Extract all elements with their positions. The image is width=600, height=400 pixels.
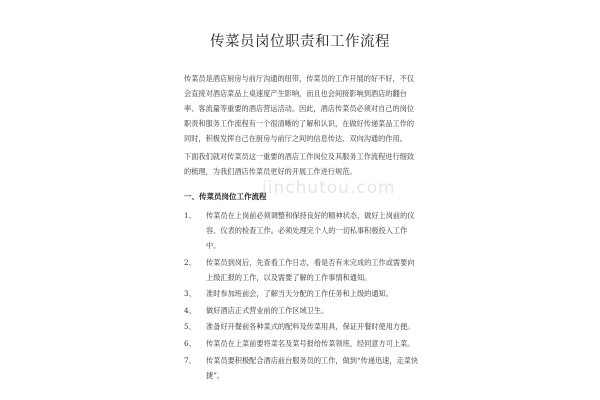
- list-item-text: 传菜员在上菜前要将菜名及菜号报给传菜领班，经同意方可上菜。: [206, 338, 415, 348]
- list-item: [184, 286, 420, 301]
- intro-paragraph-1: 传菜员是酒店厨房与前厅沟通的纽带，传菜员的工作开展的好不好，不仅会直接对酒店菜品上桌速度产生影响，而且也会间接影响到酒店的翻台率、客流量等重要的酒店营运活动。因此，酒店传菜员必须对自己的岗位职责和服务工作流程有一个很清晰的了解和认识，在做好传递菜品工作的同时，积极发挥自己在厨房与前厅之间的信息传达、双向沟通的作用。: [184, 74, 415, 143]
- list-item-number: 2、: [184, 257, 196, 267]
- list-item: [184, 353, 420, 383]
- list-item-number: 1、: [184, 211, 196, 220]
- workflow-list: [184, 208, 420, 384]
- document-title: 传菜员岗位职责和工作流程: [210, 34, 390, 50]
- list-item-text: 传菜员到岗后，先查看工作日志，看是否有未完成的工作或需要向上级汇报的工作，以及需要了解的工作事情和通知。: [206, 257, 415, 282]
- list-item-number: 5、: [184, 322, 196, 332]
- list-item: [184, 336, 420, 351]
- list-item: [184, 255, 420, 285]
- list-item-text: 传菜员在上岗前必须调整和保持良好的精神状态，做好上岗前的仪容、仪表的检查工作。必须处理完个人的一切私事积极投入工作中。: [206, 211, 415, 250]
- list-item-text: 做好酒店正式营业前的工作区域卫生。: [206, 305, 329, 315]
- list-item: [184, 208, 420, 253]
- list-item-number: 3、: [184, 289, 196, 299]
- list-item-number: 7、: [184, 355, 196, 365]
- list-item-text: 准时参加班前会，了解当天分配的工作任务和上级的通知。: [206, 289, 393, 299]
- list-item: [184, 303, 420, 318]
- watermark: jinchutou.com: [262, 178, 396, 198]
- intro-paragraph-2: 下面我们就对传菜员这一重要的酒店工作岗位及其服务工作流程进行细致的梳理，为我们酒店传菜员更好的开展工作进行规范。: [184, 152, 415, 176]
- list-item: [184, 319, 420, 334]
- list-item-text: 准备好开餐前各种菜式的配料及传菜用具，保证开餐时使用方便。: [206, 322, 415, 332]
- section-heading: 一、传菜员岗位工作流程: [184, 192, 267, 201]
- list-item-text: 传菜员要积极配合酒店前台服务员的工作，做到“传递迅速，走菜快捷”。: [206, 355, 419, 380]
- list-item-number: 6、: [184, 338, 196, 348]
- list-item-number: 4、: [184, 305, 196, 315]
